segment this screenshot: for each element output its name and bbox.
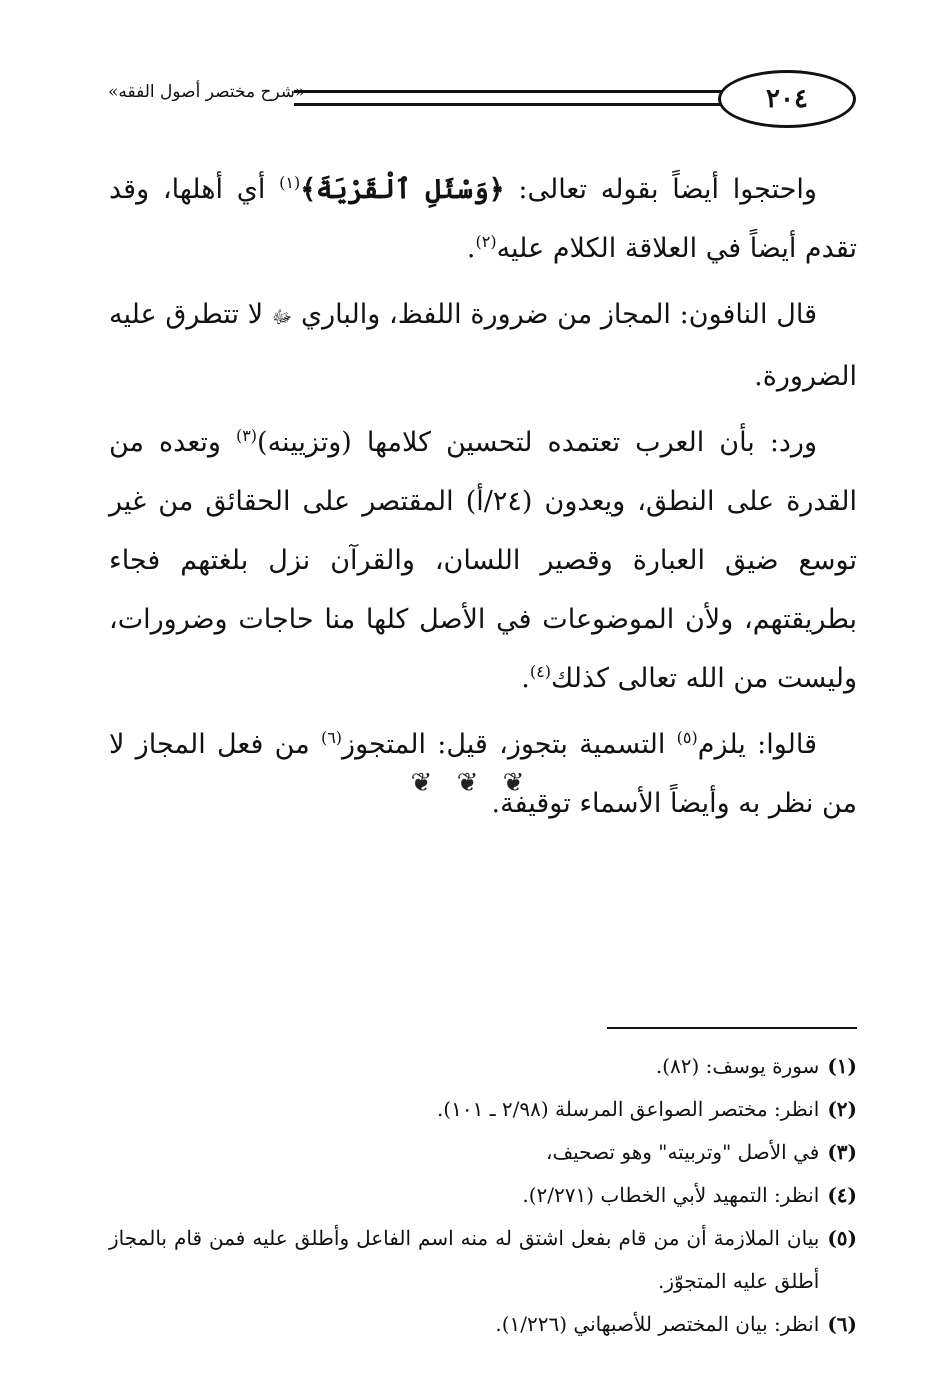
footnote-text: انظر: مختصر الصواعق المرسلة (٢/٩٨ ـ ١٠١).	[436, 1097, 820, 1121]
footnote-text: في الأصل "وتربيته" وهو تصحيف،	[545, 1140, 820, 1164]
footnote-1	[109, 1045, 857, 1088]
paragraph-2-text-b: لا تتطرق عليه الضرورة.	[109, 299, 857, 392]
footnote-number: (٢)	[827, 1097, 857, 1121]
footnote-text: سورة يوسف: (٨٢).	[655, 1054, 820, 1078]
main-text	[109, 160, 857, 840]
paragraph-3	[109, 413, 857, 708]
footnote-text: انظر: بيان المختصر للأصبهاني (١/٢٢٦).	[495, 1312, 820, 1336]
paragraph-1-text-b: أي أهلها، وقد تقدم أيضاً في العلاقة الكلام عليه	[109, 174, 857, 264]
footnote-ref-5[interactable]: (٥)	[676, 728, 698, 747]
paragraph-1-text-c: .	[466, 233, 476, 264]
running-title: «شرح مختصر أصول الفقه»	[108, 82, 306, 102]
footnote-text: انظر: التمهيد لأبي الخطاب (٢/٢٧١).	[522, 1183, 820, 1207]
footnote-ref-4[interactable]: (٤)	[529, 662, 551, 681]
footnote-6	[109, 1303, 857, 1346]
paragraph-2-text-a: قال النافون: المجاز من ضرورة اللفظ، والباري	[292, 299, 817, 330]
paragraph-3-text-a: ورد: بأن العرب تعتمده لتحسين كلامها (وتزيينه)	[257, 427, 818, 458]
footnotes	[109, 1045, 857, 1346]
footnote-number: (١)	[827, 1054, 857, 1078]
footnote-3	[109, 1131, 857, 1174]
quran-verse: ﴿وَسْئَلِ ٱلْقَرْيَةَ﴾	[300, 174, 505, 205]
footnote-4	[109, 1174, 857, 1217]
footnote-text: بيان الملازمة أن من قام بفعل اشتق له منه اسم الفاعل وأطلق عليه فمن قام بالمجاز أطلق عليه المتجوّز.	[109, 1226, 820, 1293]
footnote-number: (٦)	[827, 1312, 857, 1336]
page-header	[108, 68, 856, 132]
footnote-rule	[607, 1027, 857, 1029]
footnote-ref-6[interactable]: (٦)	[320, 728, 343, 747]
footnote-2	[109, 1088, 857, 1131]
footnote-ref-3[interactable]: (٣)	[235, 426, 258, 445]
paragraph-1-text-a: واحتجوا أيضاً بقوله تعالى:	[504, 174, 817, 205]
paragraph-4-text-c: من فعل المجاز لا من نظر به وأيضاً الأسماء توقيفة.	[109, 729, 857, 819]
footnote-number: (٤)	[827, 1183, 857, 1207]
paragraph-1	[109, 160, 857, 278]
paragraph-3-text-b: وتعده من القدرة على النطق، ويعدون (٢٤/أ) المقتصر على الحقائق من غير توسع ضيق العبارة وقصير اللسان، والقرآن نزل بلغتهم فجاء بطريقتهم، ولأن الموضوعات في الأصل كلها منا حاجات وضرورات، وليست من الله تعالى كذلك	[109, 427, 857, 694]
page-number: ٢٠٤	[766, 84, 808, 114]
footnote-number: (٥)	[827, 1226, 857, 1250]
footnote-ref-1[interactable]: (١)	[279, 173, 301, 192]
footnote-number: (٣)	[827, 1140, 857, 1164]
footnote-5	[109, 1217, 857, 1303]
paragraph-4-text-b: التسمية بتجوز، قيل: المتجوز	[342, 729, 677, 760]
section-separator-ornament: ❦ ❦ ❦	[410, 768, 533, 798]
paragraph-2	[109, 285, 857, 406]
honorific-glyph: ﷻ	[271, 307, 293, 328]
footnote-ref-2[interactable]: (٢)	[475, 232, 497, 251]
page-number-badge	[718, 70, 856, 128]
header-double-rule	[294, 90, 730, 106]
paragraph-4-text-a: قالوا: يلزم	[697, 729, 818, 760]
paragraph-3-text-c: .	[521, 663, 530, 694]
